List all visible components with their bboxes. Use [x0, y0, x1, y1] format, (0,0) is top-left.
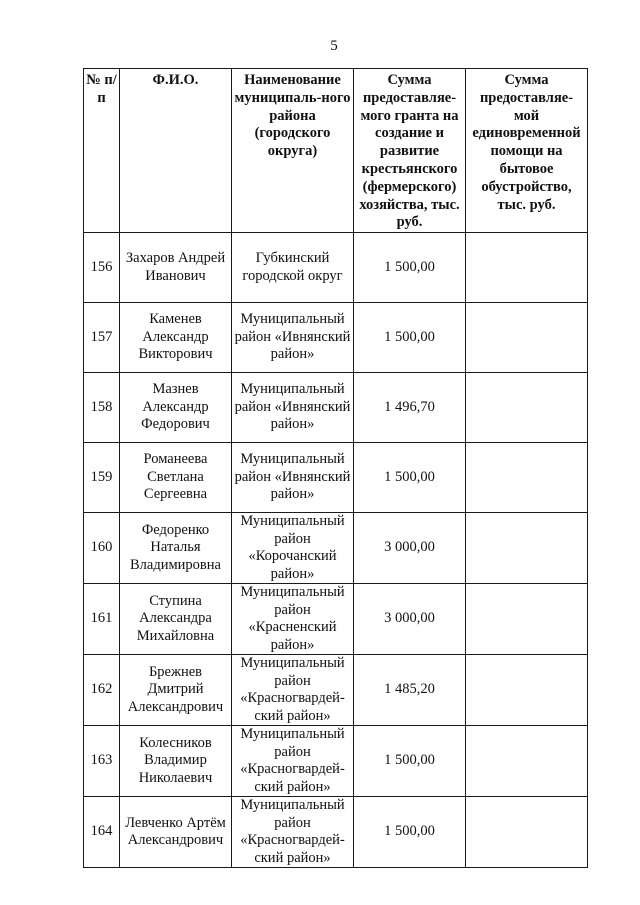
cell-district: Муниципальный район «Корочанский район»: [232, 513, 354, 584]
cell-name: Романеева Светлана Сергеевна: [120, 443, 232, 513]
cell-name: Ступина Александра Михайловна: [120, 584, 232, 655]
cell-name: Каменев Александр Викторович: [120, 303, 232, 373]
table-row: [84, 584, 588, 655]
grant-recipients-table: [83, 68, 588, 868]
cell-aid: [466, 584, 588, 655]
cell-name: Захаров Андрей Иванович: [120, 233, 232, 303]
cell-grant: 1 500,00: [354, 233, 466, 303]
cell-name: Мазнев Александр Федорович: [120, 373, 232, 443]
cell-grant: 1 485,20: [354, 655, 466, 726]
cell-num: 160: [84, 513, 120, 584]
table-row: [84, 373, 588, 443]
cell-aid: [466, 513, 588, 584]
table-row: [84, 726, 588, 797]
header-grant: Сумма предоставляе-мого гранта на создание и развитие крестьянского (фермерского) хозяйства, тыс. руб.: [354, 69, 466, 233]
cell-num: 162: [84, 655, 120, 726]
cell-num: 164: [84, 797, 120, 868]
table-row: [84, 233, 588, 303]
cell-district: Муниципальный район «Ивнянский район»: [232, 373, 354, 443]
cell-name: Брежнев Дмитрий Александрович: [120, 655, 232, 726]
table-row: [84, 303, 588, 373]
cell-grant: 1 496,70: [354, 373, 466, 443]
cell-grant: 1 500,00: [354, 443, 466, 513]
cell-aid: [466, 726, 588, 797]
cell-grant: 3 000,00: [354, 513, 466, 584]
cell-num: 157: [84, 303, 120, 373]
table-row: [84, 513, 588, 584]
cell-district: Муниципальный район «Красненский район»: [232, 584, 354, 655]
cell-num: 163: [84, 726, 120, 797]
header-num: № п/п: [84, 69, 120, 233]
table-row: [84, 443, 588, 513]
header-district: Наименование муниципаль-ного района (городского округа): [232, 69, 354, 233]
cell-district: Муниципальный район «Красногвардей-ский район»: [232, 726, 354, 797]
table-row: [84, 655, 588, 726]
cell-grant: 1 500,00: [354, 797, 466, 868]
cell-name: Колесников Владимир Николаевич: [120, 726, 232, 797]
cell-aid: [466, 233, 588, 303]
cell-aid: [466, 797, 588, 868]
table-row: [84, 797, 588, 868]
cell-district: Муниципальный район «Ивнянский район»: [232, 303, 354, 373]
cell-grant: 1 500,00: [354, 303, 466, 373]
cell-district: Муниципальный район «Красногвардей-ский район»: [232, 655, 354, 726]
header-name: Ф.И.О.: [120, 69, 232, 233]
cell-num: 159: [84, 443, 120, 513]
cell-district: Губкинский городской округ: [232, 233, 354, 303]
cell-num: 156: [84, 233, 120, 303]
cell-aid: [466, 303, 588, 373]
cell-district: Муниципальный район «Ивнянский район»: [232, 443, 354, 513]
cell-name: Федоренко Наталья Владимировна: [120, 513, 232, 584]
cell-aid: [466, 373, 588, 443]
header-aid: Сумма предоставляе-мой единовременной помощи на бытовое обустройство, тыс. руб.: [466, 69, 588, 233]
table-header-row: [84, 69, 588, 233]
cell-num: 158: [84, 373, 120, 443]
cell-name: Левченко Артём Александрович: [120, 797, 232, 868]
cell-grant: 1 500,00: [354, 726, 466, 797]
cell-num: 161: [84, 584, 120, 655]
cell-aid: [466, 655, 588, 726]
cell-grant: 3 000,00: [354, 584, 466, 655]
cell-aid: [466, 443, 588, 513]
page-number: 5: [330, 38, 338, 54]
cell-district: Муниципальный район «Красногвардей-ский район»: [232, 797, 354, 868]
